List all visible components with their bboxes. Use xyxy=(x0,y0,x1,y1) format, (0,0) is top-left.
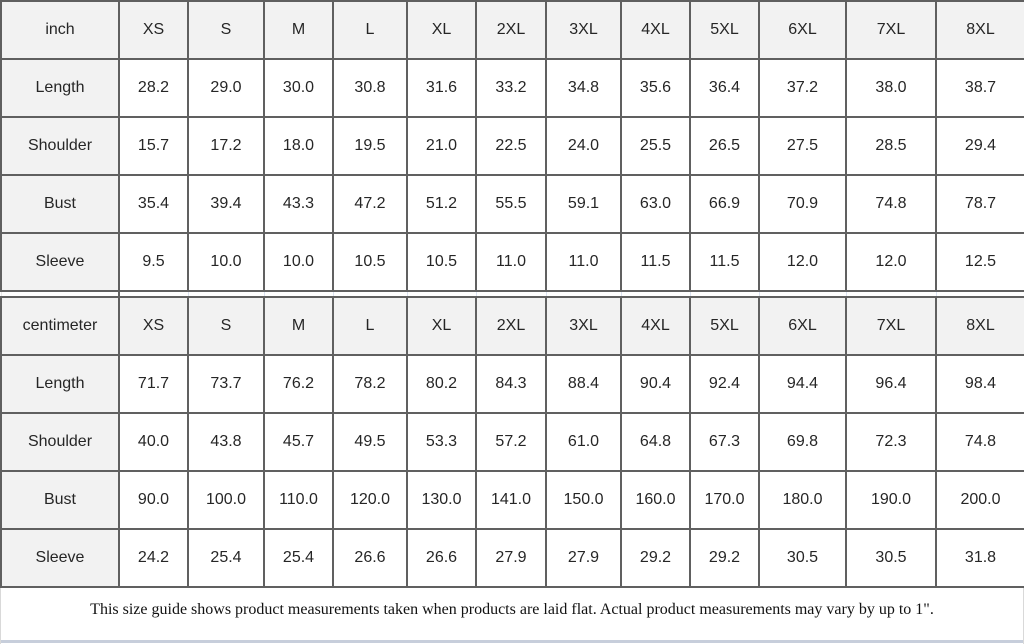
measurement-value: 57.2 xyxy=(476,413,546,471)
measurement-value: 47.2 xyxy=(333,175,407,233)
measurement-value: 30.0 xyxy=(264,59,333,117)
measurement-value: 29.2 xyxy=(621,529,690,587)
measurement-value: 19.5 xyxy=(333,117,407,175)
measurement-value: 11.0 xyxy=(476,233,546,291)
measurement-value: 12.0 xyxy=(759,233,846,291)
measurement-value: 38.0 xyxy=(846,59,936,117)
measurement-value: 92.4 xyxy=(690,355,759,413)
measurement-value: 26.6 xyxy=(333,529,407,587)
size-column-header: XL xyxy=(407,297,476,355)
measurement-value: 10.5 xyxy=(407,233,476,291)
measurement-value: 90.4 xyxy=(621,355,690,413)
measurement-value: 64.8 xyxy=(621,413,690,471)
measurement-value: 49.5 xyxy=(333,413,407,471)
measurement-value: 34.8 xyxy=(546,59,621,117)
measurement-value: 24.0 xyxy=(546,117,621,175)
measurement-row xyxy=(1,471,1024,529)
size-column-header: XS xyxy=(119,297,188,355)
measurement-value: 180.0 xyxy=(759,471,846,529)
size-table-body xyxy=(1,1,1024,587)
measurement-value: 10.0 xyxy=(264,233,333,291)
measurement-value: 27.5 xyxy=(759,117,846,175)
measurement-value: 71.7 xyxy=(119,355,188,413)
measurement-value: 39.4 xyxy=(188,175,264,233)
measurement-value: 78.7 xyxy=(936,175,1024,233)
measurement-row-label: Sleeve xyxy=(1,529,119,587)
measurement-value: 25.4 xyxy=(264,529,333,587)
size-column-header: 7XL xyxy=(846,1,936,59)
measurement-value: 30.5 xyxy=(759,529,846,587)
measurement-value: 72.3 xyxy=(846,413,936,471)
measurement-value: 33.2 xyxy=(476,59,546,117)
measurement-value: 10.5 xyxy=(333,233,407,291)
measurement-value: 66.9 xyxy=(690,175,759,233)
measurement-value: 150.0 xyxy=(546,471,621,529)
measurement-value: 12.0 xyxy=(846,233,936,291)
measurement-value: 31.6 xyxy=(407,59,476,117)
measurement-value: 110.0 xyxy=(264,471,333,529)
measurement-value: 43.3 xyxy=(264,175,333,233)
measurement-value: 160.0 xyxy=(621,471,690,529)
measurement-value: 69.8 xyxy=(759,413,846,471)
measurement-value: 94.4 xyxy=(759,355,846,413)
measurement-value: 27.9 xyxy=(476,529,546,587)
measurement-value: 98.4 xyxy=(936,355,1024,413)
measurement-value: 35.6 xyxy=(621,59,690,117)
measurement-value: 24.2 xyxy=(119,529,188,587)
measurement-value: 25.5 xyxy=(621,117,690,175)
size-column-header: 8XL xyxy=(936,1,1024,59)
bottom-divider-line xyxy=(1,640,1023,643)
measurement-value: 130.0 xyxy=(407,471,476,529)
measurement-value: 36.4 xyxy=(690,59,759,117)
measurement-value: 63.0 xyxy=(621,175,690,233)
measurement-value: 17.2 xyxy=(188,117,264,175)
measurement-row-label: Length xyxy=(1,355,119,413)
size-column-header: 4XL xyxy=(621,1,690,59)
measurement-value: 73.7 xyxy=(188,355,264,413)
measurement-value: 28.2 xyxy=(119,59,188,117)
unit-header-row xyxy=(1,1,1024,59)
measurement-row-label: Sleeve xyxy=(1,233,119,291)
measurement-value: 141.0 xyxy=(476,471,546,529)
measurement-value: 30.5 xyxy=(846,529,936,587)
measurement-value: 90.0 xyxy=(119,471,188,529)
measurement-value: 28.5 xyxy=(846,117,936,175)
measurement-value: 31.8 xyxy=(936,529,1024,587)
footnote-bar xyxy=(0,588,1024,644)
measurement-value: 55.5 xyxy=(476,175,546,233)
measurement-value: 29.2 xyxy=(690,529,759,587)
measurement-value: 53.3 xyxy=(407,413,476,471)
measurement-value: 84.3 xyxy=(476,355,546,413)
measurement-value: 96.4 xyxy=(846,355,936,413)
unit-label: centimeter xyxy=(1,297,119,355)
measurement-value: 29.4 xyxy=(936,117,1024,175)
measurement-value: 11.5 xyxy=(621,233,690,291)
measurement-value: 43.8 xyxy=(188,413,264,471)
measurement-value: 22.5 xyxy=(476,117,546,175)
size-column-header: S xyxy=(188,297,264,355)
measurement-value: 38.7 xyxy=(936,59,1024,117)
measurement-value: 88.4 xyxy=(546,355,621,413)
measurement-row-label: Bust xyxy=(1,471,119,529)
size-column-header: 6XL xyxy=(759,297,846,355)
size-column-header: XL xyxy=(407,1,476,59)
measurement-value: 61.0 xyxy=(546,413,621,471)
measurement-row xyxy=(1,233,1024,291)
measurement-value: 190.0 xyxy=(846,471,936,529)
measurement-row-label: Shoulder xyxy=(1,117,119,175)
measurement-value: 67.3 xyxy=(690,413,759,471)
measurement-value: 170.0 xyxy=(690,471,759,529)
size-column-header: 5XL xyxy=(690,297,759,355)
measurement-value: 74.8 xyxy=(936,413,1024,471)
size-column-header: 3XL xyxy=(546,1,621,59)
size-column-header: 7XL xyxy=(846,297,936,355)
size-column-header: M xyxy=(264,297,333,355)
measurement-value: 27.9 xyxy=(546,529,621,587)
measurement-row xyxy=(1,59,1024,117)
measurement-value: 78.2 xyxy=(333,355,407,413)
size-guide-footnote: This size guide shows product measurements taken when products are laid flat. Actual product measurements may vary by up to 1". xyxy=(90,601,934,618)
measurement-value: 11.5 xyxy=(690,233,759,291)
size-column-header: 2XL xyxy=(476,1,546,59)
measurement-row-label: Shoulder xyxy=(1,413,119,471)
unit-header-row xyxy=(1,297,1024,355)
measurement-row xyxy=(1,117,1024,175)
size-column-header: 5XL xyxy=(690,1,759,59)
size-column-header: 8XL xyxy=(936,297,1024,355)
measurement-value: 25.4 xyxy=(188,529,264,587)
measurement-value: 10.0 xyxy=(188,233,264,291)
measurement-value: 37.2 xyxy=(759,59,846,117)
measurement-value: 80.2 xyxy=(407,355,476,413)
size-column-header: M xyxy=(264,1,333,59)
measurement-value: 30.8 xyxy=(333,59,407,117)
measurement-row xyxy=(1,413,1024,471)
measurement-value: 76.2 xyxy=(264,355,333,413)
size-column-header: S xyxy=(188,1,264,59)
size-column-header: XS xyxy=(119,1,188,59)
measurement-row xyxy=(1,175,1024,233)
measurement-row-label: Length xyxy=(1,59,119,117)
measurement-value: 51.2 xyxy=(407,175,476,233)
measurement-value: 11.0 xyxy=(546,233,621,291)
size-column-header: L xyxy=(333,297,407,355)
measurement-value: 12.5 xyxy=(936,233,1024,291)
measurement-value: 200.0 xyxy=(936,471,1024,529)
size-column-header: L xyxy=(333,1,407,59)
measurement-row-label: Bust xyxy=(1,175,119,233)
measurement-value: 18.0 xyxy=(264,117,333,175)
measurement-value: 29.0 xyxy=(188,59,264,117)
measurement-value: 9.5 xyxy=(119,233,188,291)
measurement-value: 74.8 xyxy=(846,175,936,233)
measurement-value: 26.5 xyxy=(690,117,759,175)
size-column-header: 4XL xyxy=(621,297,690,355)
measurement-value: 35.4 xyxy=(119,175,188,233)
measurement-value: 15.7 xyxy=(119,117,188,175)
measurement-value: 40.0 xyxy=(119,413,188,471)
measurement-value: 120.0 xyxy=(333,471,407,529)
size-column-header: 6XL xyxy=(759,1,846,59)
measurement-value: 45.7 xyxy=(264,413,333,471)
measurement-value: 70.9 xyxy=(759,175,846,233)
size-column-header: 3XL xyxy=(546,297,621,355)
measurement-value: 59.1 xyxy=(546,175,621,233)
measurement-value: 100.0 xyxy=(188,471,264,529)
size-column-header: 2XL xyxy=(476,297,546,355)
measurement-value: 21.0 xyxy=(407,117,476,175)
measurement-row xyxy=(1,355,1024,413)
measurement-value: 26.6 xyxy=(407,529,476,587)
measurement-row xyxy=(1,529,1024,587)
unit-label: inch xyxy=(1,1,119,59)
